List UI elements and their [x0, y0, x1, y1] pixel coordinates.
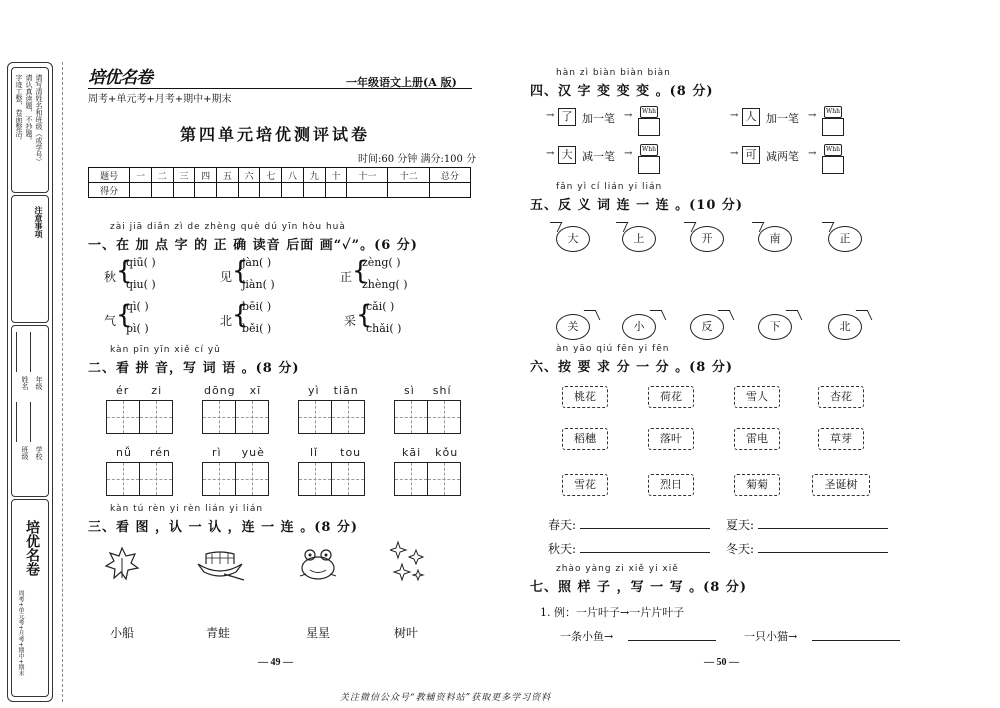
score-cell: 九 — [303, 168, 325, 183]
tianzige-grid[interactable] — [202, 462, 270, 496]
option-1[interactable]: qì( ) — [126, 300, 149, 313]
arrow-icon: → — [624, 148, 633, 159]
score-table — [88, 167, 471, 198]
word-pinyin: nǚ rén — [116, 446, 171, 459]
grid-cell[interactable] — [427, 462, 461, 496]
score-cell: 得分 — [89, 183, 130, 198]
grid-cell[interactable] — [235, 462, 269, 496]
source-char: 人 — [742, 108, 760, 126]
item-char: 见 — [220, 270, 233, 284]
word-balloon[interactable]: 大 — [556, 226, 590, 252]
score-cell: 八 — [282, 168, 304, 183]
section3-pinyin: kàn tú rèn yi rèn lián yi lián — [110, 504, 264, 514]
arrow-icon: → — [546, 148, 555, 159]
label-boat[interactable]: 小船 — [110, 626, 135, 640]
arrow-icon: → — [730, 110, 739, 121]
grid-cell[interactable] — [106, 400, 140, 434]
score-cell: 五 — [217, 168, 239, 183]
season-summer: 夏天: — [726, 518, 755, 532]
word-pinyin: ér zi — [116, 384, 163, 397]
word-card[interactable]: 雷电 — [734, 428, 780, 450]
time-score: 时间:60 分钟 满分:100 分 — [358, 154, 477, 165]
word-pinyin: rì yuè — [212, 446, 265, 459]
answer-line[interactable] — [812, 640, 900, 641]
notes-box — [11, 67, 49, 193]
score-input-cell[interactable] — [151, 183, 173, 198]
option-1[interactable]: cǎi( ) — [366, 300, 395, 313]
arrow-icon: → — [808, 110, 817, 121]
word-card[interactable]: 雪花 — [562, 474, 608, 496]
answer-line[interactable] — [628, 640, 716, 641]
section2-pinyin: kàn pīn yīn xiě cí yǔ — [110, 345, 221, 355]
option-2[interactable]: zhèng( ) — [362, 278, 408, 291]
word-card[interactable]: 落叶 — [648, 428, 694, 450]
grid-cell[interactable] — [202, 462, 236, 496]
grid-cell[interactable] — [331, 400, 365, 434]
brace: { — [116, 256, 133, 286]
field-class: 班级 — [21, 446, 29, 460]
answer-line[interactable] — [580, 552, 710, 553]
word-card[interactable]: 荷花 — [648, 386, 694, 408]
note-line: 请认真读题，不抄题。 — [25, 74, 33, 144]
binding-strip — [7, 62, 53, 702]
score-input-cell[interactable] — [429, 183, 470, 198]
grid-cell[interactable] — [235, 400, 269, 434]
word-card[interactable]: 草芽 — [818, 428, 864, 450]
field-grade: 年级 — [35, 376, 43, 390]
section3-title: 三、看 图 ，认 一 认 ，连 一 连 。(8 分) — [88, 520, 359, 535]
question-cat: 一只小猫→ — [744, 630, 798, 643]
section2-title: 二、看 拼 音，写 词 语 。(8 分) — [88, 361, 300, 376]
word-balloon[interactable]: 北 — [828, 314, 862, 340]
strip-logo: 培优名卷 — [24, 520, 40, 576]
item-char: 正 — [340, 270, 353, 284]
arrow-icon: → — [546, 110, 555, 121]
score-input-cell[interactable] — [260, 183, 282, 198]
word-balloon[interactable]: 上 — [622, 226, 656, 252]
word-pinyin: lǐ tou — [310, 446, 362, 459]
section5-title: 五、反 义 词 连 一 连 。(10 分) — [530, 198, 744, 213]
word-card[interactable]: 雪人 — [734, 386, 780, 408]
option-1[interactable]: jàn( ) — [242, 256, 272, 269]
char-change-item — [730, 144, 890, 168]
flag-icon: Whh — [640, 106, 658, 118]
source-char: 可 — [742, 146, 760, 164]
section6-title: 六、按 要 求 分 一 分 。(8 分) — [530, 360, 734, 375]
score-cell: 题号 — [89, 168, 130, 183]
exam-subtitle: 周考+单元考+月考+期中+期末 — [88, 94, 232, 105]
section5-pinyin: fǎn yì cí lián yi lián — [556, 182, 663, 192]
strip-logo-box — [11, 499, 49, 697]
arrow-icon: → — [808, 148, 817, 159]
arrow-icon: → — [624, 110, 633, 121]
answer-line[interactable] — [758, 552, 888, 553]
score-cell: 一 — [130, 168, 152, 183]
student-info-box — [11, 325, 49, 497]
grid-cell[interactable] — [298, 462, 332, 496]
tianzige-grid[interactable] — [298, 462, 366, 496]
brace: { — [232, 256, 249, 286]
header-rule — [88, 88, 472, 89]
score-input-cell[interactable] — [388, 183, 429, 198]
season-winter: 冬天: — [726, 542, 755, 556]
score-cell: 二 — [151, 168, 173, 183]
word-balloon[interactable]: 正 — [828, 226, 862, 252]
logo — [88, 63, 160, 87]
label-frog[interactable]: 青蛙 — [206, 626, 231, 640]
field-name: 姓名 — [21, 376, 29, 390]
score-cell: 六 — [238, 168, 260, 183]
option-2[interactable]: jiàn( ) — [242, 278, 275, 291]
section7-title: 七、照 样 子 ，写 一 写 。(8 分) — [530, 580, 748, 595]
word-card[interactable]: 稻穗 — [562, 428, 608, 450]
item-char: 北 — [220, 314, 233, 328]
score-input-cell[interactable] — [303, 183, 325, 198]
score-cell: 三 — [173, 168, 195, 183]
tianzige-grid[interactable] — [298, 400, 366, 434]
section1-title: 一、在 加 点 字 的 正 确 读音 后面 画“✓”。(6 分) — [88, 238, 418, 253]
score-input-cell[interactable] — [282, 183, 304, 198]
brace: { — [232, 300, 249, 330]
score-cell: 十二 — [388, 168, 429, 183]
option-2[interactable]: pì( ) — [126, 322, 149, 335]
page-title: 第四单元培优测评试卷 — [180, 125, 371, 144]
grid-cell[interactable] — [202, 400, 236, 434]
answer-box[interactable] — [822, 156, 844, 174]
tianzige-grid[interactable] — [394, 462, 462, 496]
notes-box-2 — [11, 195, 49, 323]
brace: { — [356, 300, 373, 330]
stars-icon[interactable] — [390, 540, 426, 582]
strip-logo-sub: 周考+单元考+月考+期中+期末 — [17, 590, 24, 677]
brace: { — [116, 300, 133, 330]
season-spring: 春天: — [548, 518, 577, 532]
tianzige-grid[interactable] — [394, 400, 462, 434]
footer-note: 关注微信公众号“教辅资料站”获取更多学习资料 — [340, 693, 552, 703]
word-balloon[interactable]: 下 — [758, 314, 792, 340]
answer-box[interactable] — [638, 156, 660, 174]
option-1[interactable]: zèng( ) — [362, 256, 401, 269]
score-cell: 七 — [260, 168, 282, 183]
grade-label: 一年级语文上册(A 版) — [346, 76, 457, 89]
char-change-item — [546, 144, 706, 168]
arrow-icon: → — [730, 148, 739, 159]
word-balloon[interactable]: 反 — [690, 314, 724, 340]
option-2[interactable]: chǎi( ) — [366, 322, 402, 335]
char-change-item — [730, 106, 890, 130]
note-line: 字迹工整，卷面整洁。 — [15, 74, 23, 144]
tianzige-grid[interactable] — [106, 400, 174, 434]
score-table-score-row — [89, 183, 471, 198]
score-input-cell[interactable] — [217, 183, 239, 198]
word-pinyin: yì tiān — [308, 384, 359, 397]
grid-cell[interactable] — [394, 400, 428, 434]
score-input-cell[interactable] — [130, 183, 152, 198]
section4-title: 四、汉 字 变 变 变 。(8 分) — [530, 84, 714, 99]
grid-cell[interactable] — [139, 400, 173, 434]
section1-pinyin: zài jiā diǎn zì de zhèng què dú yīn hòu huà — [110, 222, 346, 232]
answer-box[interactable] — [638, 118, 660, 136]
option-2[interactable]: běi( ) — [242, 322, 272, 335]
word-pinyin: kāi kǒu — [402, 446, 459, 459]
score-cell: 十 — [325, 168, 347, 183]
score-input-cell[interactable] — [325, 183, 347, 198]
tianzige-grid[interactable] — [106, 462, 174, 496]
operation: 减一笔 — [582, 150, 615, 163]
word-balloon[interactable]: 开 — [690, 226, 724, 252]
boat-icon[interactable] — [194, 548, 246, 582]
grid-cell[interactable] — [331, 462, 365, 496]
word-pinyin: sì shí — [404, 384, 452, 397]
flag-icon: Whh — [824, 106, 842, 118]
source-char: 大 — [558, 146, 576, 164]
flag-icon: Whh — [824, 144, 842, 156]
word-card[interactable]: 菊菊 — [734, 474, 780, 496]
leaf-icon[interactable] — [104, 546, 140, 582]
word-card[interactable]: 烈日 — [648, 474, 694, 496]
word-card[interactable]: 桃花 — [562, 386, 608, 408]
season-autumn: 秋天: — [548, 542, 577, 556]
brace: { — [352, 256, 369, 286]
grid-cell[interactable] — [394, 462, 428, 496]
word-card[interactable]: 杏花 — [818, 386, 864, 408]
note-line: 请写清姓名和班级（或学号） — [35, 74, 43, 165]
char-change-item — [546, 106, 706, 130]
section7-pinyin: zhào yàng zi xiě yi xiě — [556, 564, 679, 574]
score-input-cell[interactable] — [238, 183, 260, 198]
word-balloon[interactable]: 关 — [556, 314, 590, 340]
label-star[interactable]: 星星 — [306, 626, 331, 640]
operation: 减两笔 — [766, 150, 799, 163]
score-input-cell[interactable] — [347, 183, 388, 198]
grid-cell[interactable] — [298, 400, 332, 434]
grid-cell[interactable] — [139, 462, 173, 496]
word-balloon[interactable]: 小 — [622, 314, 656, 340]
item-char: 气 — [104, 314, 117, 328]
example-text: 1. 例：一片叶子→一片片叶子 — [540, 606, 685, 619]
score-cell: 总分 — [429, 168, 470, 183]
source-char: 了 — [558, 108, 576, 126]
option-1[interactable]: qiū( ) — [126, 256, 156, 269]
operation: 加一笔 — [766, 112, 799, 125]
score-table-header-row — [89, 168, 471, 183]
field-school: 学校 — [35, 446, 43, 460]
cut-line — [62, 62, 63, 702]
operation: 加一笔 — [582, 112, 615, 125]
word-card[interactable]: 圣诞树 — [812, 474, 870, 496]
page-number-right: — 50 — — [704, 657, 739, 668]
grid-cell[interactable] — [427, 400, 461, 434]
option-1[interactable]: bēi( ) — [242, 300, 272, 313]
option-2[interactable]: qiu( ) — [126, 278, 156, 291]
item-char: 采 — [344, 314, 357, 328]
item-char: 秋 — [104, 270, 117, 284]
flag-icon: Whh — [640, 144, 658, 156]
score-input-cell[interactable] — [195, 183, 217, 198]
word-balloon[interactable]: 南 — [758, 226, 792, 252]
answer-line[interactable] — [580, 528, 710, 529]
score-cell: 四 — [195, 168, 217, 183]
score-cell: 十一 — [347, 168, 388, 183]
tianzige-grid[interactable] — [202, 400, 270, 434]
frog-icon[interactable] — [296, 546, 340, 584]
notes-label: 注意事项 — [34, 206, 43, 238]
section4-pinyin: hàn zì biàn biàn biàn — [556, 68, 671, 78]
score-input-cell[interactable] — [173, 183, 195, 198]
question-fish: 一条小鱼→ — [560, 630, 614, 643]
word-pinyin: dōng xī — [204, 384, 262, 397]
grid-cell[interactable] — [106, 462, 140, 496]
answer-line[interactable] — [758, 528, 888, 529]
label-leaf[interactable]: 树叶 — [394, 626, 419, 640]
page-number-left: — 49 — — [258, 657, 293, 668]
logo-text: 培优名卷 — [88, 68, 152, 88]
section6-pinyin: àn yāo qiú fēn yi fēn — [556, 344, 670, 354]
answer-box[interactable] — [822, 118, 844, 136]
